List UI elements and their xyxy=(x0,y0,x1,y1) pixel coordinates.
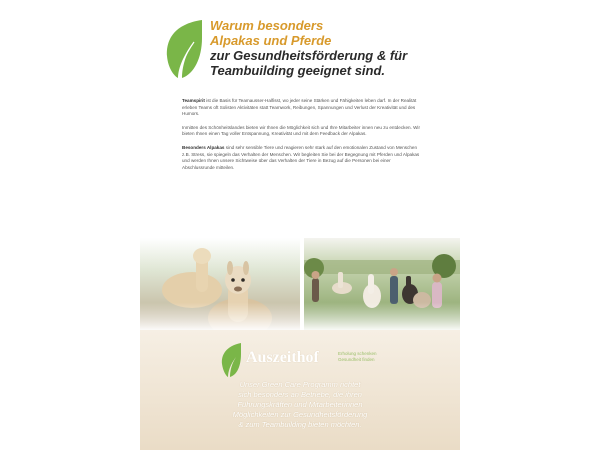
footer-line-3: Führungskräften und Mitarbeiterinnen xyxy=(237,400,363,409)
leaf-icon xyxy=(220,342,242,378)
footer-line-1: Unser Green Care Programm richtet xyxy=(239,380,361,389)
page-heading xyxy=(210,18,458,78)
body-text xyxy=(182,98,420,178)
paragraph-teamspirit xyxy=(182,98,420,118)
paragraph-text: Inmitten des Schönheitslandes bieten wir Ihnen die Möglichkeit sich und Ihre Mitarbeiter innen neu zu entdecken. Wir bieten Ihnen einen Tag voller Entspannung, Kreativität und mit dem Feedback der Alpakas. xyxy=(182,124,420,137)
brand-tagline-line-1: Erholung schenken xyxy=(338,351,377,356)
group-photo xyxy=(304,238,460,330)
paragraph-text: ist die Basis für Teamausser-Halfisst, wo jeder seine Stärken und Fähigkeiten leben darf. In der Realität erleben Teams oft Solisten Aktivitäten statt Teamwork, Reibungen, Spannungen und Verlust der Kreativität und des Humors. xyxy=(182,98,417,117)
paragraph-offer xyxy=(182,125,420,138)
heading-line-1: Warum besonders xyxy=(210,18,324,33)
paragraph-text: sind sehr sensible Tiere und reagieren sehr stark auf den emotionalen Zustand von Menschen z.B. Stress, sie spiegeln das Verhalten der Menschen. Wir begleiten Sie bei der Begegnung mit Pferden und Alpakas und werden Ihnen unsere Sichtweise über das Verhalten der Tiere in Bezug auf die Personen bei einer Abschlussrunde mitteilen. xyxy=(182,144,420,170)
alpaca-photo xyxy=(140,238,300,330)
brand-name: Auszeithof xyxy=(246,349,319,366)
paragraph-alpakas xyxy=(182,145,420,171)
footer-line-2: sich besonders an Betriebe, die ihren xyxy=(238,390,362,399)
footer-text xyxy=(200,380,400,430)
heading-line-4: Teambuilding geeignet sind. xyxy=(210,63,386,78)
footer-band xyxy=(140,330,460,450)
footer-line-5: & zum Teambuilding bieten möchten. xyxy=(238,420,362,429)
flyer-page xyxy=(140,0,460,450)
brand-tagline xyxy=(338,351,398,363)
paragraph-lead: Besonders Alpakas xyxy=(182,144,225,150)
heading-line-2: Alpakas und Pferde xyxy=(210,33,332,48)
footer-line-4: Möglichkeiten zur Gesundheitsförderung xyxy=(232,410,368,419)
photo-strip xyxy=(140,238,460,330)
brand-tagline-line-2: Gesundheit finden xyxy=(338,357,375,362)
paragraph-lead: Teamspirit xyxy=(182,98,205,103)
heading-line-3: zur Gesundheitsförderung & für xyxy=(210,48,408,63)
leaf-icon xyxy=(164,18,204,80)
